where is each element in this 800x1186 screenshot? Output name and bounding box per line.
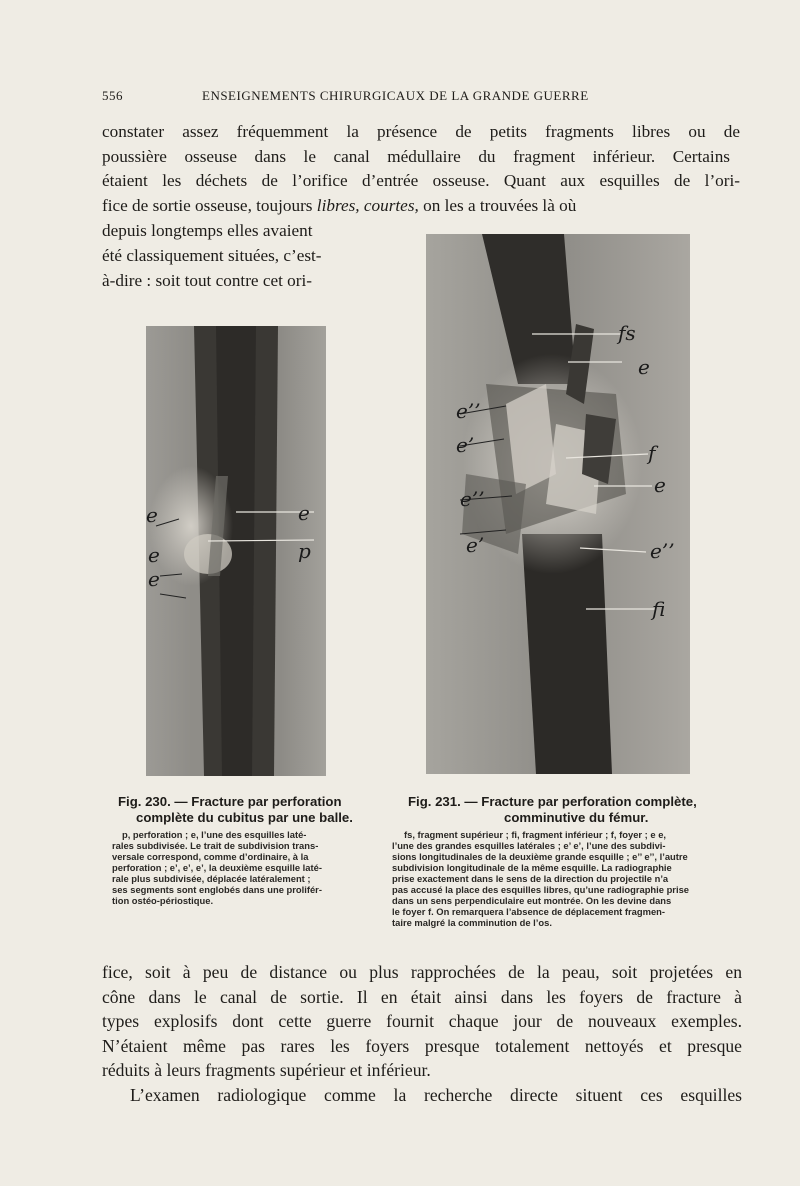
fig231-label-e2: e’’ (650, 539, 675, 563)
text-line: L’examen radiologique comme la recherche directe situent ces esquilles (130, 1085, 742, 1105)
legend-line: prise exactement dans le sens de la direction du projectile n’a (392, 873, 669, 884)
fig231-label-fi: fi (652, 597, 666, 621)
legend-line: versale correspond, comme d’ordinaire, à la (112, 851, 309, 862)
caption-line: Fig. 230. — Fracture par perforation (118, 794, 342, 809)
text-line: été classiquement situées, c’est- (102, 246, 322, 265)
fig230-label-e: e (148, 543, 160, 567)
text-line: N’étaient même pas rares les foyers presque totalement nettoyés et presque (102, 1036, 742, 1056)
fig231-label-e1: e’ (466, 533, 485, 557)
text-line: étaient les déchets de l’orifice d’entrée osseuse. Quant aux esquilles de l’ori- (102, 171, 740, 190)
legend-line: l’une des grandes esquilles latérales ; e’ e’, l’une des subdivi- (392, 840, 666, 851)
page-number: 556 (102, 88, 123, 103)
fig230-radiograph (146, 326, 326, 776)
fig231-label-e2: e’’ (456, 399, 481, 423)
legend-line: p, perforation ; e, l’une des esquilles laté- (122, 829, 307, 840)
fig230-label-e: e (148, 567, 160, 591)
legend-line: le foyer f. On remarquera l’absence de déplacement fragmen- (392, 906, 666, 917)
running-title: ENSEIGNEMENTS CHIRURGICAUX DE LA GRANDE GUERRE (202, 88, 589, 103)
legend-line: sions longitudinales de la deuxième grande esquille ; e’’ e’’, l’autre (392, 851, 688, 862)
fig231-label-e: e (638, 355, 650, 379)
legend-line: dans un sens perpendiculaire eut montrée. On les devine dans (392, 895, 672, 906)
text-line: cône dans le canal de sortie. Il en était ainsi dans les foyers de fracture à (102, 987, 742, 1007)
caption-line: Fig. 231. — Fracture par perforation complète, (408, 794, 697, 809)
legend-line: fs, fragment supérieur ; fi, fragment inférieur ; f, foyer ; e e, (404, 829, 667, 840)
text-line: réduits à leurs fragments supérieur et inférieur. (102, 1060, 431, 1080)
fig231-label-e1: e’ (456, 433, 475, 457)
legend-line: rales subdivisée. Le trait de subdivision trans- (112, 840, 319, 851)
text-line: types explosifs dont cette guerre fournit chaque jour de nouveaux exemples. (102, 1011, 742, 1031)
fig231-label-f: f (648, 441, 656, 465)
legend-line: rale plus subdivisée, déplacée latéralement ; (112, 873, 311, 884)
fig230-label-e: e (146, 503, 158, 527)
text-line: constater assez fréquemment la présence de petits fragments libres ou de (102, 122, 740, 141)
fig231-label-fs: fs (618, 321, 636, 345)
fig231-image (426, 234, 690, 774)
running-header (102, 88, 742, 108)
fig230-label-p: p (298, 539, 311, 563)
legend-line: tion ostéo-périostique. (112, 895, 214, 906)
text-line-mixed: fice de sortie osseuse, toujours libres, courtes, on les a trouvées là où (102, 196, 577, 215)
text-line: depuis longtemps elles avaient (102, 221, 313, 240)
legend-line: pas accusé la place des esquilles libres, qu’une radiographie prise (392, 884, 689, 895)
italic-word: libres, (316, 196, 360, 215)
text-line: fice, soit à peu de distance ou plus rapprochées de la peau, soit projetées en (102, 962, 742, 982)
legend-line: subdivision longitudinale de la même esquille. La radiographie (392, 862, 672, 873)
fig230-label-e: e (298, 501, 310, 525)
italic-word: courtes, (363, 196, 419, 215)
fig230-image (146, 326, 326, 776)
legend-line: ses segments sont englobés dans une prolifér- (112, 884, 322, 895)
legend-line: taire malgré la comminution de l’os. (392, 917, 552, 928)
legend-line: perforation ; e’, e’, e’, la deuxième esquille laté- (112, 862, 322, 873)
fig231-label-e2: e’’ (460, 487, 485, 511)
fig231-radiograph (426, 234, 690, 774)
caption-line: complète du cubitus par une balle. (136, 810, 353, 825)
fig231-label-e: e (654, 473, 666, 497)
caption-line: comminutive du fémur. (504, 810, 649, 825)
text-line: à-dire : soit tout contre cet ori- (102, 271, 312, 290)
text-line: poussière osseuse dans le canal médullaire du fragment inférieur. Certains (102, 147, 730, 166)
